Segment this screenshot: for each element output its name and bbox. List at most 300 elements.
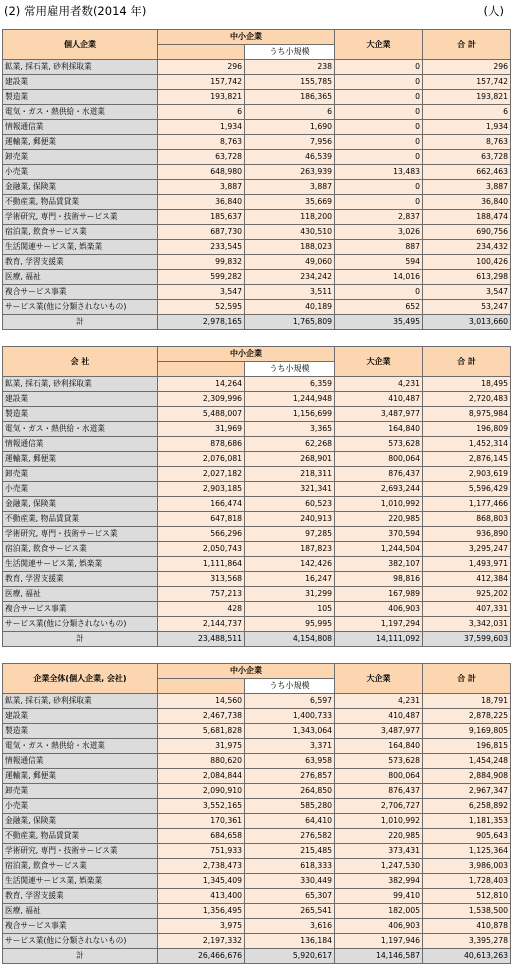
total-value: 3,013,660 <box>423 315 511 330</box>
value-cell: 276,582 <box>245 829 335 844</box>
value-cell: 3,026 <box>335 225 423 240</box>
col-header-micro: うち小規模 <box>245 45 335 60</box>
table-row <box>3 889 511 904</box>
value-cell: 1,177,466 <box>423 497 511 512</box>
table-row <box>3 135 511 150</box>
row-label: 小売業 <box>3 165 158 180</box>
total-value: 23,488,511 <box>158 632 245 647</box>
table-row <box>3 422 511 437</box>
header-row <box>3 347 511 362</box>
table-row <box>3 602 511 617</box>
value-cell: 2,144,737 <box>158 617 245 632</box>
row-label: 小売業 <box>3 482 158 497</box>
table-row <box>3 904 511 919</box>
value-cell: 313,568 <box>158 572 245 587</box>
table-row <box>3 180 511 195</box>
row-label: 建設業 <box>3 392 158 407</box>
col-header-total: 合 計 <box>423 30 511 60</box>
value-cell: 2,720,483 <box>423 392 511 407</box>
row-label: 情報通信業 <box>3 120 158 135</box>
row-label: 宿泊業, 飲食サービス業 <box>3 542 158 557</box>
value-cell: 878,686 <box>158 437 245 452</box>
value-cell: 164,840 <box>335 739 423 754</box>
total-label: 計 <box>3 949 158 964</box>
value-cell: 648,980 <box>158 165 245 180</box>
row-label: 学術研究, 専門・技術サービス業 <box>3 210 158 225</box>
value-cell: 1,454,248 <box>423 754 511 769</box>
table-row <box>3 467 511 482</box>
value-cell: 2,050,743 <box>158 542 245 557</box>
value-cell: 1,493,971 <box>423 557 511 572</box>
value-cell: 2,693,244 <box>335 482 423 497</box>
value-cell: 2,084,844 <box>158 769 245 784</box>
value-cell: 0 <box>335 75 423 90</box>
value-cell: 1,111,864 <box>158 557 245 572</box>
value-cell: 6 <box>423 105 511 120</box>
row-label: 金融業, 保険業 <box>3 814 158 829</box>
table-row <box>3 527 511 542</box>
value-cell: 2,903,619 <box>423 467 511 482</box>
unit-label: (人) <box>483 4 504 18</box>
value-cell: 3,616 <box>245 919 335 934</box>
value-cell: 2,967,347 <box>423 784 511 799</box>
table-row <box>3 60 511 75</box>
value-cell: 330,449 <box>245 874 335 889</box>
value-cell: 97,285 <box>245 527 335 542</box>
total-value: 5,920,617 <box>245 949 335 964</box>
value-cell: 98,816 <box>335 572 423 587</box>
value-cell: 220,985 <box>335 512 423 527</box>
table-row <box>3 90 511 105</box>
value-cell: 14,560 <box>158 694 245 709</box>
value-cell: 3,342,031 <box>423 617 511 632</box>
row-label: 複合サービス事業 <box>3 285 158 300</box>
value-cell: 1,728,403 <box>423 874 511 889</box>
value-cell: 868,803 <box>423 512 511 527</box>
value-cell: 182,005 <box>335 904 423 919</box>
value-cell: 1,010,992 <box>335 814 423 829</box>
table-row <box>3 542 511 557</box>
value-cell: 2,197,332 <box>158 934 245 949</box>
value-cell: 1,538,500 <box>423 904 511 919</box>
row-label: 製造業 <box>3 407 158 422</box>
row-label: 不動産業, 物品賃貸業 <box>3 512 158 527</box>
value-cell: 296 <box>158 60 245 75</box>
value-cell: 876,437 <box>335 784 423 799</box>
value-cell: 2,467,738 <box>158 709 245 724</box>
value-cell: 63,728 <box>423 150 511 165</box>
value-cell: 65,307 <box>245 889 335 904</box>
total-value: 37,599,603 <box>423 632 511 647</box>
value-cell: 6,597 <box>245 694 335 709</box>
value-cell: 218,311 <box>245 467 335 482</box>
value-cell: 49,060 <box>245 255 335 270</box>
employment-table <box>2 663 511 964</box>
table-row <box>3 587 511 602</box>
table-row <box>3 482 511 497</box>
row-label: 宿泊業, 飲食サービス業 <box>3 859 158 874</box>
section-name: 企業全体(個人企業, 会社) <box>3 664 158 694</box>
value-cell: 1,247,530 <box>335 859 423 874</box>
value-cell: 60,523 <box>245 497 335 512</box>
row-label: 製造業 <box>3 724 158 739</box>
value-cell: 5,488,007 <box>158 407 245 422</box>
value-cell: 3,511 <box>245 285 335 300</box>
table-row <box>3 934 511 949</box>
value-cell: 220,985 <box>335 829 423 844</box>
total-value: 40,613,263 <box>423 949 511 964</box>
table-row <box>3 120 511 135</box>
table-row <box>3 829 511 844</box>
value-cell: 52,595 <box>158 300 245 315</box>
row-label: 複合サービス事業 <box>3 602 158 617</box>
table-row <box>3 784 511 799</box>
col-header-small: 中小企業 <box>158 664 335 679</box>
value-cell: 3,887 <box>423 180 511 195</box>
value-cell: 46,539 <box>245 150 335 165</box>
row-label: 学術研究, 専門・技術サービス業 <box>3 844 158 859</box>
value-cell: 2,706,727 <box>335 799 423 814</box>
value-cell: 1,125,364 <box>423 844 511 859</box>
value-cell: 1,010,992 <box>335 497 423 512</box>
row-label: 生活関連サービス業, 娯楽業 <box>3 874 158 889</box>
row-label: 教育, 学習支援業 <box>3 255 158 270</box>
value-cell: 3,395,278 <box>423 934 511 949</box>
section-name: 個人企業 <box>3 30 158 60</box>
total-value: 35,495 <box>335 315 423 330</box>
table-row <box>3 572 511 587</box>
table-row <box>3 240 511 255</box>
row-label: 情報通信業 <box>3 754 158 769</box>
table-row <box>3 165 511 180</box>
value-cell: 187,823 <box>245 542 335 557</box>
value-cell: 0 <box>335 285 423 300</box>
table-row <box>3 437 511 452</box>
value-cell: 1,345,409 <box>158 874 245 889</box>
value-cell: 14,264 <box>158 377 245 392</box>
value-cell: 9,169,805 <box>423 724 511 739</box>
row-label: 不動産業, 物品賃貸業 <box>3 829 158 844</box>
value-cell: 757,213 <box>158 587 245 602</box>
value-cell: 3,295,247 <box>423 542 511 557</box>
employment-table <box>2 29 511 330</box>
total-label: 計 <box>3 315 158 330</box>
row-label: 医療, 福祉 <box>3 270 158 285</box>
value-cell: 1,244,948 <box>245 392 335 407</box>
value-cell: 63,958 <box>245 754 335 769</box>
value-cell: 64,410 <box>245 814 335 829</box>
value-cell: 406,903 <box>335 919 423 934</box>
row-label: 宿泊業, 飲食サービス業 <box>3 225 158 240</box>
value-cell: 63,728 <box>158 150 245 165</box>
value-cell: 188,474 <box>423 210 511 225</box>
value-cell: 170,361 <box>158 814 245 829</box>
value-cell: 905,643 <box>423 829 511 844</box>
table-row <box>3 512 511 527</box>
value-cell: 16,247 <box>245 572 335 587</box>
table-row <box>3 195 511 210</box>
value-cell: 7,956 <box>245 135 335 150</box>
value-cell: 585,280 <box>245 799 335 814</box>
value-cell: 167,989 <box>335 587 423 602</box>
table-row <box>3 210 511 225</box>
value-cell: 594 <box>335 255 423 270</box>
col-header-large: 大企業 <box>335 347 423 377</box>
value-cell: 2,876,145 <box>423 452 511 467</box>
value-cell: 410,487 <box>335 709 423 724</box>
table-row <box>3 919 511 934</box>
section-name: 会 社 <box>3 347 158 377</box>
row-label: 鉱業, 採石業, 砂利採取業 <box>3 377 158 392</box>
total-row <box>3 632 511 647</box>
value-cell: 0 <box>335 195 423 210</box>
row-label: 建設業 <box>3 709 158 724</box>
row-label: 電気・ガス・熱供給・水道業 <box>3 105 158 120</box>
total-value: 26,466,676 <box>158 949 245 964</box>
value-cell: 647,818 <box>158 512 245 527</box>
value-cell: 566,296 <box>158 527 245 542</box>
value-cell: 1,452,314 <box>423 437 511 452</box>
value-cell: 95,995 <box>245 617 335 632</box>
col-header-total: 合 計 <box>423 347 511 377</box>
row-label: 医療, 福祉 <box>3 587 158 602</box>
value-cell: 618,333 <box>245 859 335 874</box>
header-row <box>3 664 511 679</box>
value-cell: 3,887 <box>158 180 245 195</box>
employment-table <box>2 346 511 647</box>
value-cell: 880,620 <box>158 754 245 769</box>
value-cell: 3,986,003 <box>423 859 511 874</box>
value-cell: 800,064 <box>335 452 423 467</box>
row-label: 運輸業, 郵便業 <box>3 769 158 784</box>
value-cell: 99,410 <box>335 889 423 904</box>
table-row <box>3 617 511 632</box>
value-cell: 196,809 <box>423 422 511 437</box>
value-cell: 751,933 <box>158 844 245 859</box>
value-cell: 0 <box>335 90 423 105</box>
value-cell: 233,545 <box>158 240 245 255</box>
value-cell: 687,730 <box>158 225 245 240</box>
value-cell: 238 <box>245 60 335 75</box>
value-cell: 3,547 <box>158 285 245 300</box>
row-label: 情報通信業 <box>3 437 158 452</box>
value-cell: 36,840 <box>423 195 511 210</box>
table-row <box>3 844 511 859</box>
value-cell: 8,975,984 <box>423 407 511 422</box>
value-cell: 18,791 <box>423 694 511 709</box>
value-cell: 876,437 <box>335 467 423 482</box>
value-cell: 6,258,892 <box>423 799 511 814</box>
row-label: 小売業 <box>3 799 158 814</box>
value-cell: 31,299 <box>245 587 335 602</box>
table-row <box>3 377 511 392</box>
value-cell: 662,463 <box>423 165 511 180</box>
value-cell: 53,247 <box>423 300 511 315</box>
value-cell: 3,547 <box>423 285 511 300</box>
value-cell: 3,552,165 <box>158 799 245 814</box>
value-cell: 2,027,182 <box>158 467 245 482</box>
row-label: 複合サービス事業 <box>3 919 158 934</box>
value-cell: 613,298 <box>423 270 511 285</box>
page-title: (2) 常用雇用者数(2014 年) <box>4 4 147 18</box>
col-header-small: 中小企業 <box>158 30 335 45</box>
value-cell: 5,681,828 <box>158 724 245 739</box>
value-cell: 240,913 <box>245 512 335 527</box>
row-label: 鉱業, 採石業, 砂利採取業 <box>3 694 158 709</box>
value-cell: 1,197,294 <box>335 617 423 632</box>
value-cell: 3,487,977 <box>335 407 423 422</box>
value-cell: 0 <box>335 150 423 165</box>
value-cell: 3,487,977 <box>335 724 423 739</box>
table-row <box>3 255 511 270</box>
row-label: サービス業(他に分類されないもの) <box>3 617 158 632</box>
row-label: 鉱業, 採石業, 砂利採取業 <box>3 60 158 75</box>
value-cell: 573,628 <box>335 754 423 769</box>
row-label: 卸売業 <box>3 467 158 482</box>
value-cell: 196,815 <box>423 739 511 754</box>
value-cell: 296 <box>423 60 511 75</box>
value-cell: 13,483 <box>335 165 423 180</box>
col-header-micro: うち小規模 <box>245 362 335 377</box>
value-cell: 410,487 <box>335 392 423 407</box>
value-cell: 599,282 <box>158 270 245 285</box>
value-cell: 136,184 <box>245 934 335 949</box>
value-cell: 1,690 <box>245 120 335 135</box>
col-header-large: 大企業 <box>335 30 423 60</box>
value-cell: 3,887 <box>245 180 335 195</box>
table-row <box>3 392 511 407</box>
value-cell: 800,064 <box>335 769 423 784</box>
value-cell: 2,090,910 <box>158 784 245 799</box>
value-cell: 35,669 <box>245 195 335 210</box>
table-row <box>3 225 511 240</box>
table-row <box>3 814 511 829</box>
row-label: 運輸業, 郵便業 <box>3 452 158 467</box>
row-label: 電気・ガス・熱供給・水道業 <box>3 422 158 437</box>
value-cell: 652 <box>335 300 423 315</box>
value-cell: 193,821 <box>158 90 245 105</box>
value-cell: 382,107 <box>335 557 423 572</box>
table-row <box>3 105 511 120</box>
header-row <box>3 30 511 45</box>
value-cell: 406,903 <box>335 602 423 617</box>
value-cell: 407,331 <box>423 602 511 617</box>
value-cell: 31,969 <box>158 422 245 437</box>
row-label: 教育, 学習支援業 <box>3 889 158 904</box>
value-cell: 1,181,353 <box>423 814 511 829</box>
value-cell: 157,742 <box>423 75 511 90</box>
value-cell: 263,939 <box>245 165 335 180</box>
value-cell: 1,343,064 <box>245 724 335 739</box>
value-cell: 14,016 <box>335 270 423 285</box>
table-row <box>3 859 511 874</box>
value-cell: 1,400,733 <box>245 709 335 724</box>
table-row <box>3 452 511 467</box>
value-cell: 36,840 <box>158 195 245 210</box>
table-row <box>3 799 511 814</box>
value-cell: 410,878 <box>423 919 511 934</box>
value-cell: 6,359 <box>245 377 335 392</box>
value-cell: 99,832 <box>158 255 245 270</box>
value-cell: 268,901 <box>245 452 335 467</box>
row-label: 生活関連サービス業, 娯楽業 <box>3 240 158 255</box>
col-header-large: 大企業 <box>335 664 423 694</box>
total-value: 2,978,165 <box>158 315 245 330</box>
row-label: 生活関連サービス業, 娯楽業 <box>3 557 158 572</box>
value-cell: 186,365 <box>245 90 335 105</box>
value-cell: 321,341 <box>245 482 335 497</box>
row-label: 卸売業 <box>3 784 158 799</box>
table-row <box>3 874 511 889</box>
value-cell: 142,426 <box>245 557 335 572</box>
row-label: 医療, 福祉 <box>3 904 158 919</box>
col-header-total: 合 計 <box>423 664 511 694</box>
table-row <box>3 285 511 300</box>
table-row <box>3 769 511 784</box>
total-row <box>3 315 511 330</box>
value-cell: 0 <box>335 180 423 195</box>
value-cell: 0 <box>335 105 423 120</box>
value-cell: 887 <box>335 240 423 255</box>
value-cell: 1,244,504 <box>335 542 423 557</box>
value-cell: 373,431 <box>335 844 423 859</box>
value-cell: 276,857 <box>245 769 335 784</box>
value-cell: 1,934 <box>423 120 511 135</box>
value-cell: 166,474 <box>158 497 245 512</box>
value-cell: 412,384 <box>423 572 511 587</box>
value-cell: 8,763 <box>158 135 245 150</box>
value-cell: 31,975 <box>158 739 245 754</box>
value-cell: 62,268 <box>245 437 335 452</box>
col-header-blank <box>158 45 245 60</box>
value-cell: 234,432 <box>423 240 511 255</box>
col-header-blank <box>158 679 245 694</box>
value-cell: 4,231 <box>335 377 423 392</box>
value-cell: 370,594 <box>335 527 423 542</box>
row-label: 電気・ガス・熱供給・水道業 <box>3 739 158 754</box>
value-cell: 100,426 <box>423 255 511 270</box>
value-cell: 2,309,996 <box>158 392 245 407</box>
total-value: 4,154,808 <box>245 632 335 647</box>
value-cell: 428 <box>158 602 245 617</box>
table-row <box>3 407 511 422</box>
col-header-blank <box>158 362 245 377</box>
total-value: 14,146,587 <box>335 949 423 964</box>
value-cell: 40,189 <box>245 300 335 315</box>
row-label: 金融業, 保険業 <box>3 497 158 512</box>
value-cell: 690,756 <box>423 225 511 240</box>
row-label: 建設業 <box>3 75 158 90</box>
value-cell: 0 <box>335 60 423 75</box>
total-value: 14,111,092 <box>335 632 423 647</box>
value-cell: 2,837 <box>335 210 423 225</box>
value-cell: 5,596,429 <box>423 482 511 497</box>
row-label: 学術研究, 専門・技術サービス業 <box>3 527 158 542</box>
value-cell: 265,541 <box>245 904 335 919</box>
value-cell: 2,884,908 <box>423 769 511 784</box>
value-cell: 6 <box>158 105 245 120</box>
value-cell: 155,785 <box>245 75 335 90</box>
row-label: サービス業(他に分類されないもの) <box>3 300 158 315</box>
value-cell: 234,242 <box>245 270 335 285</box>
value-cell: 382,994 <box>335 874 423 889</box>
total-label: 計 <box>3 632 158 647</box>
value-cell: 1,356,495 <box>158 904 245 919</box>
table-row <box>3 150 511 165</box>
table-row <box>3 557 511 572</box>
row-label: サービス業(他に分類されないもの) <box>3 934 158 949</box>
value-cell: 2,903,185 <box>158 482 245 497</box>
